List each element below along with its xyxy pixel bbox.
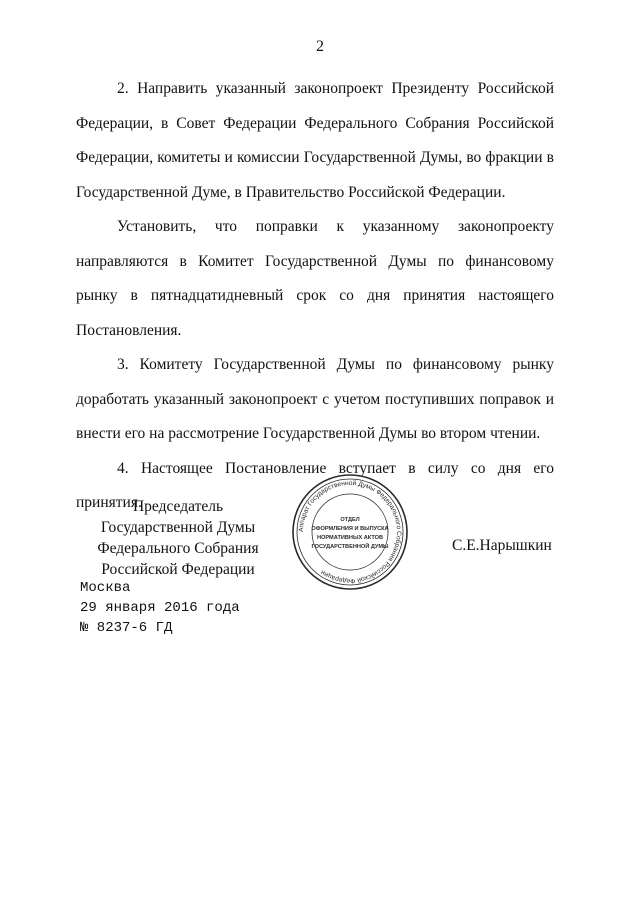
page-number: 2: [316, 38, 324, 55]
signer-title-line: Федерального Собрания: [97, 540, 259, 557]
seal-center-line: ОТДЕЛ: [340, 517, 360, 523]
seal-center-line: ГОСУДАРСТВЕННОЙ ДУМЫ: [311, 544, 389, 550]
signer-title-line: Председатель Государственной Думы: [100, 498, 256, 536]
signer-title: [78, 496, 278, 580]
paragraph-item-4: 4. Настоящее Постановление вступает в силу со дня его принятия.: [76, 459, 554, 511]
paragraph-item-2: 2. Направить указанный законопроект Президенту Российской Федерации, в Совет Федерации Федерального Собрания Российской Федерации, комитеты и комиссии Государственной Думы, во фракции в Государственной Думе, в Правительство Российской Федерации.: [76, 80, 554, 201]
document-number: № 8237-6 ГД: [80, 620, 173, 636]
paragraph-item-3: 3. Комитету Государственной Думы по финансовому рынку доработать указанный законопроект с учетом поступивших поправок и внести его на рассмотрение Государственной Думы во втором чтении.: [76, 356, 554, 442]
seal-center-line: ОФОРМЛЕНИЯ И ВЫПУСКА: [311, 526, 389, 532]
official-seal: [290, 472, 410, 592]
place: Москва: [80, 580, 131, 596]
seal-ring-text: Аппарат Государственной Думы Федерального Собрания Российской Федерации: [297, 479, 403, 585]
paragraph-amendments: Установить, что поправки к указанному законопроекту направляются в Комитет Государственной Думы по финансовому рынку в пятнадцатидневный срок со дня принятия настоящего Постановления.: [76, 218, 554, 339]
signer-name: С.Е.Нарышкин: [452, 537, 552, 554]
date: 29 января 2016 года: [80, 600, 240, 616]
document-meta: [80, 578, 240, 638]
resolution-body: [76, 72, 554, 521]
seal-center-line: НОРМАТИВНЫХ АКТОВ: [316, 535, 384, 541]
signer-title-line: Российской Федерации: [101, 561, 255, 578]
